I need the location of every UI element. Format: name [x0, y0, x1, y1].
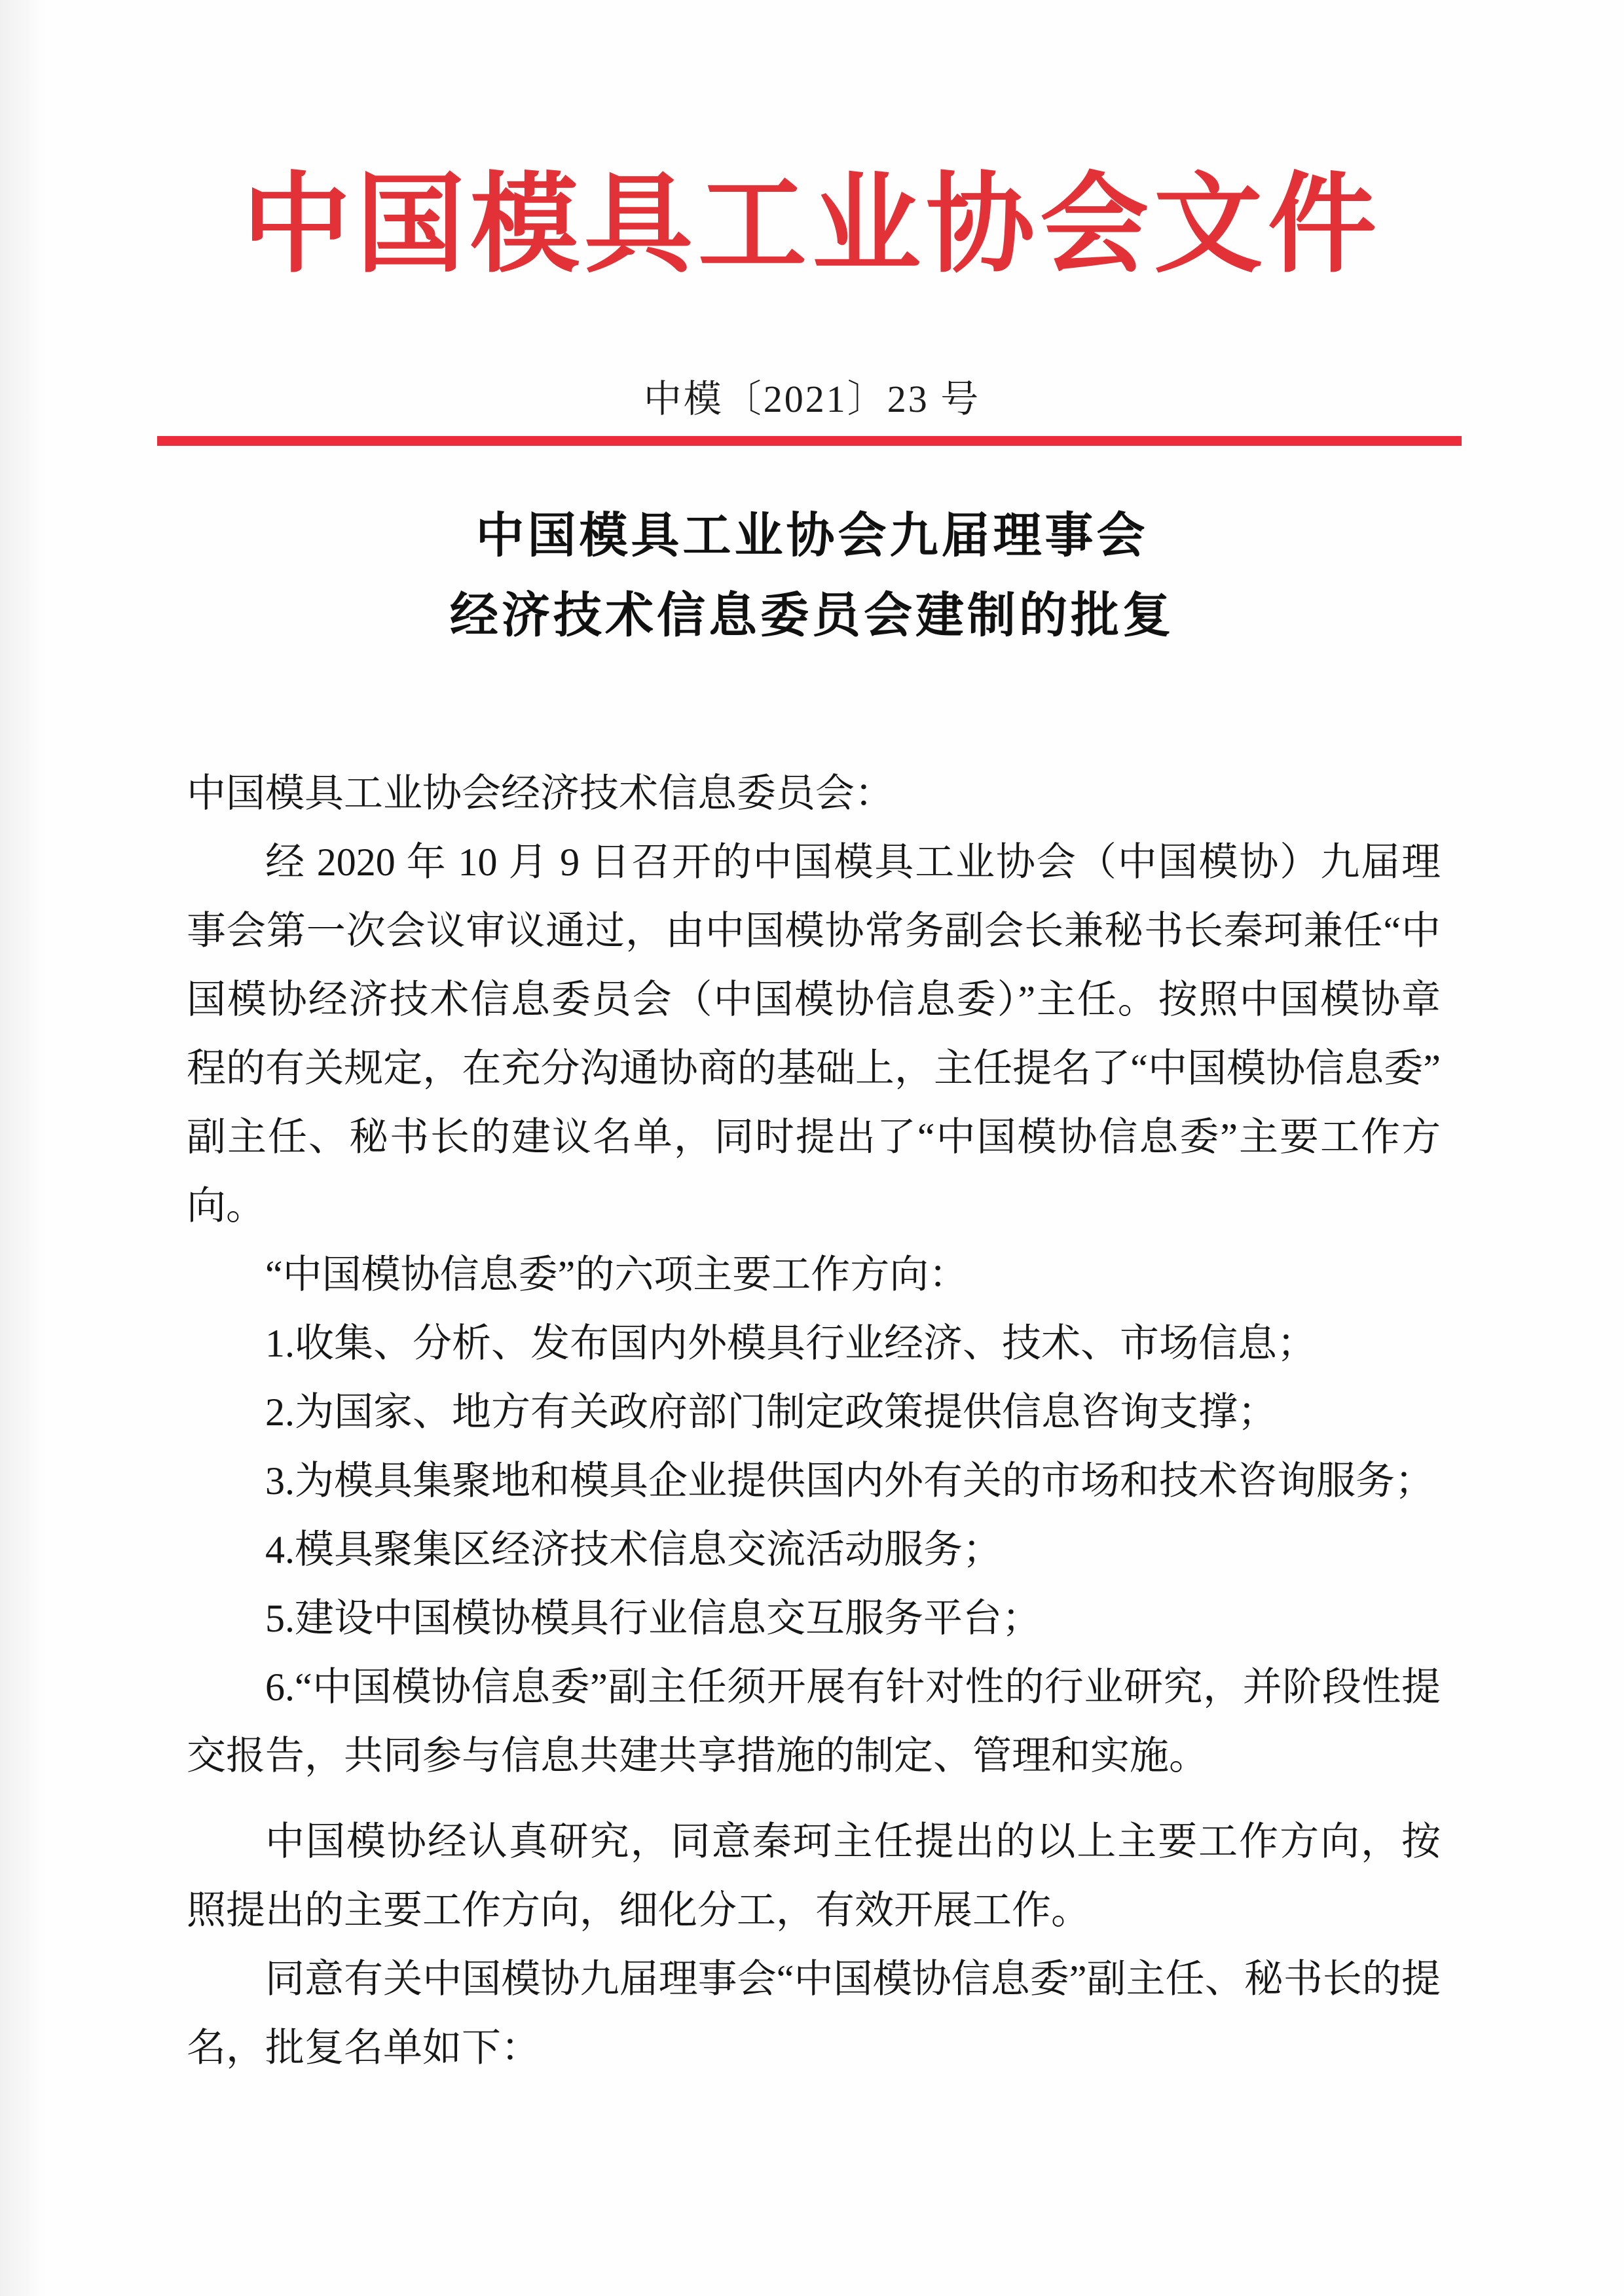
list-item-4: 4.模具聚集区经济技术信息交流活动服务；: [265, 1528, 1002, 1571]
red-divider-rule: [157, 436, 1462, 446]
doc-title-line-1: 中国模具工业协会九届理事会: [475, 509, 1149, 563]
list-item-3: 3.为模具集聚地和模具企业提供国内外有关的市场和技术咨询服务；: [265, 1459, 1434, 1503]
paragraph-background: 经 2020 年 10 月 9 日召开的中国模具工业协会（中国模协）九届理事会第一次会议审议通过，由中国模协常务副会长兼秘书长秦珂兼任“中国模协经济技术信息委员会（中国模协信息委）”主任。按照中国模协章程的有关规定，在充分沟通协商的基础上，主任提名了“中国模协信息委”副主任、秘书长的建议名单，同时提出了“中国模协信息委”主要工作方向。: [187, 841, 1441, 1228]
document-body: [187, 759, 1441, 2083]
paragraph-list-intro: “中国模协信息委”的六项主要工作方向：: [265, 1253, 969, 1296]
doc-number: 中模〔2021〕23 号: [643, 378, 981, 420]
list-item-5: 5.建设中国模协模具行业信息交互服务平台；: [265, 1597, 1041, 1640]
doc-title: [0, 496, 1624, 656]
paragraph-roster-intro: 同意有关中国模协九届理事会“中国模协信息委”副主任、秘书长的提名，批复名单如下：: [187, 1958, 1441, 2069]
list-item-6: 6.“中国模协信息委”副主任须开展有针对性的行业研究，并阶段性提交报告，共同参与信息共建共享措施的制定、管理和实施。: [187, 1666, 1441, 1777]
list-item-1: 1.收集、分析、发布国内外模具行业经济、技术、市场信息；: [265, 1322, 1316, 1365]
doc-title-line-2: 经济技术信息委员会建制的批复: [450, 589, 1174, 643]
salutation: 中国模具工业协会经济技术信息委员会：: [187, 772, 894, 815]
letterhead-title: 中国模具工业协会文件: [242, 165, 1382, 285]
list-item-2: 2.为国家、地方有关政府部门制定政策提供信息咨询支撑；: [265, 1391, 1277, 1434]
paragraph-approval: 中国模协经认真研究，同意秦珂主任提出的以上主要工作方向，按照提出的主要工作方向，细化分工，有效开展工作。: [187, 1820, 1441, 1932]
